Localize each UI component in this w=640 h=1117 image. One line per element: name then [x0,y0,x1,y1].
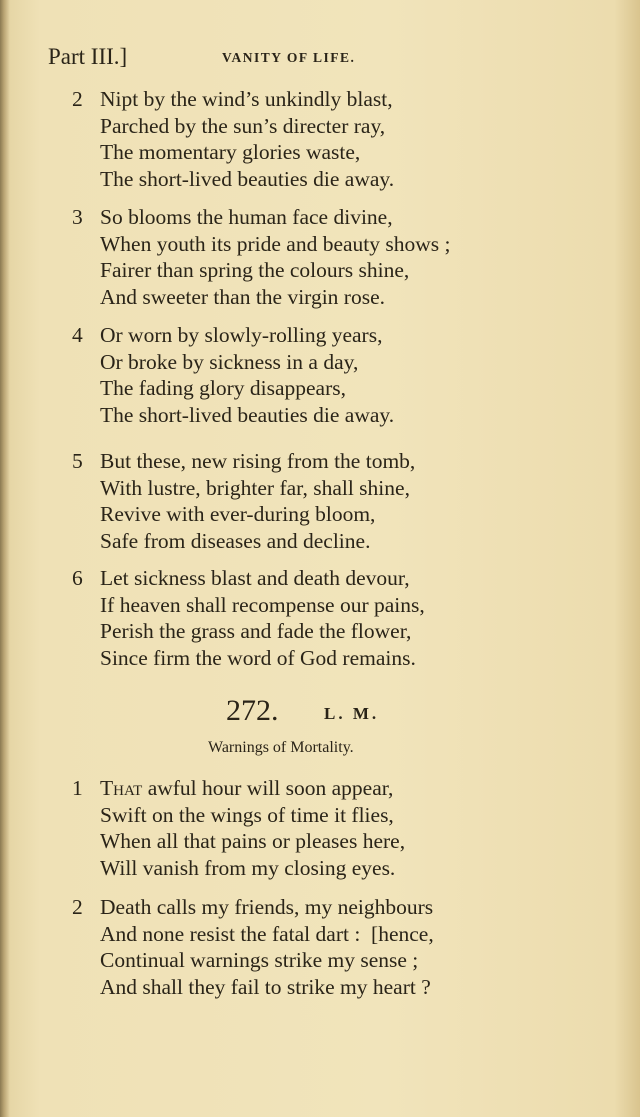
verse-line: Swift on the wings of time it flies, [100,802,394,827]
verse-line: Or worn by slowly-rolling years, [100,323,383,347]
verse-line: But these, new rising from the tomb, [100,449,416,473]
stanza [72,204,451,310]
verse-line: The short-lived beauties die away. [100,166,395,191]
verse-line: Death calls my friends, my neighbours [100,895,434,919]
stanza-number: 3 [72,205,83,229]
verse-line: Or broke by sickness in a day, [100,349,359,374]
verse-line: The short-lived beauties die away. [100,402,395,427]
stanza [72,775,405,881]
verse-line: And none resist the fatal dart : [hence, [100,921,434,946]
stanza-number: 4 [72,323,83,347]
verse-line: The fading glory disappears, [100,376,346,400]
verse-line: And sweeter than the virgin rose. [100,284,386,309]
verse-line: Continual warnings strike my sense ; [100,948,419,972]
verse-line: And shall they fail to strike my heart ? [100,974,431,999]
verse-line: The momentary glories waste, [100,140,361,164]
verse-line: When youth its pride and beauty shows ; [100,231,451,256]
hymn-meter: L. M. [324,704,380,723]
verse-line: Will vanish from my closing eyes. [100,855,396,880]
verse-line: Revive with ever-during bloom, [100,502,376,526]
verse-line: Fairer than spring the colours shine, [100,258,410,282]
verse-line: With lustre, brighter far, shall shine, [100,475,410,500]
stanza-number: 6 [72,566,83,590]
verse-line: Perish the grass and fade the flower, [100,619,412,643]
stanza [72,86,394,192]
part-label: Part III.] [48,44,128,69]
verse-line: Since firm the word of God remains. [100,645,416,670]
verse-line: That awful hour will soon appear, [100,776,394,800]
stanza [72,565,425,671]
verse-line: Nipt by the wind’s unkindly blast, [100,87,393,111]
stanza-number: 5 [72,449,83,473]
stanza-number: 1 [72,776,83,800]
verse-line: Let sickness blast and death devour, [100,566,410,590]
verse-line: Safe from diseases and decline. [100,528,371,553]
verse-line: Parched by the sun’s directer ray, [100,113,386,138]
stanza-number: 2 [72,87,83,111]
verse-line: So blooms the human face divine, [100,205,393,229]
hymn-title: Warnings of Mortality. [208,739,354,756]
hymn-number: 272. [226,694,279,727]
stanza [72,322,394,428]
stanza-number: 2 [72,895,83,919]
running-title: VANITY OF LIFE. [222,50,356,65]
verse-line: When all that pains or pleases here, [100,829,406,853]
stanza [72,448,415,554]
verse-line: If heaven shall recompense our pains, [100,592,425,617]
stanza [72,894,434,1000]
